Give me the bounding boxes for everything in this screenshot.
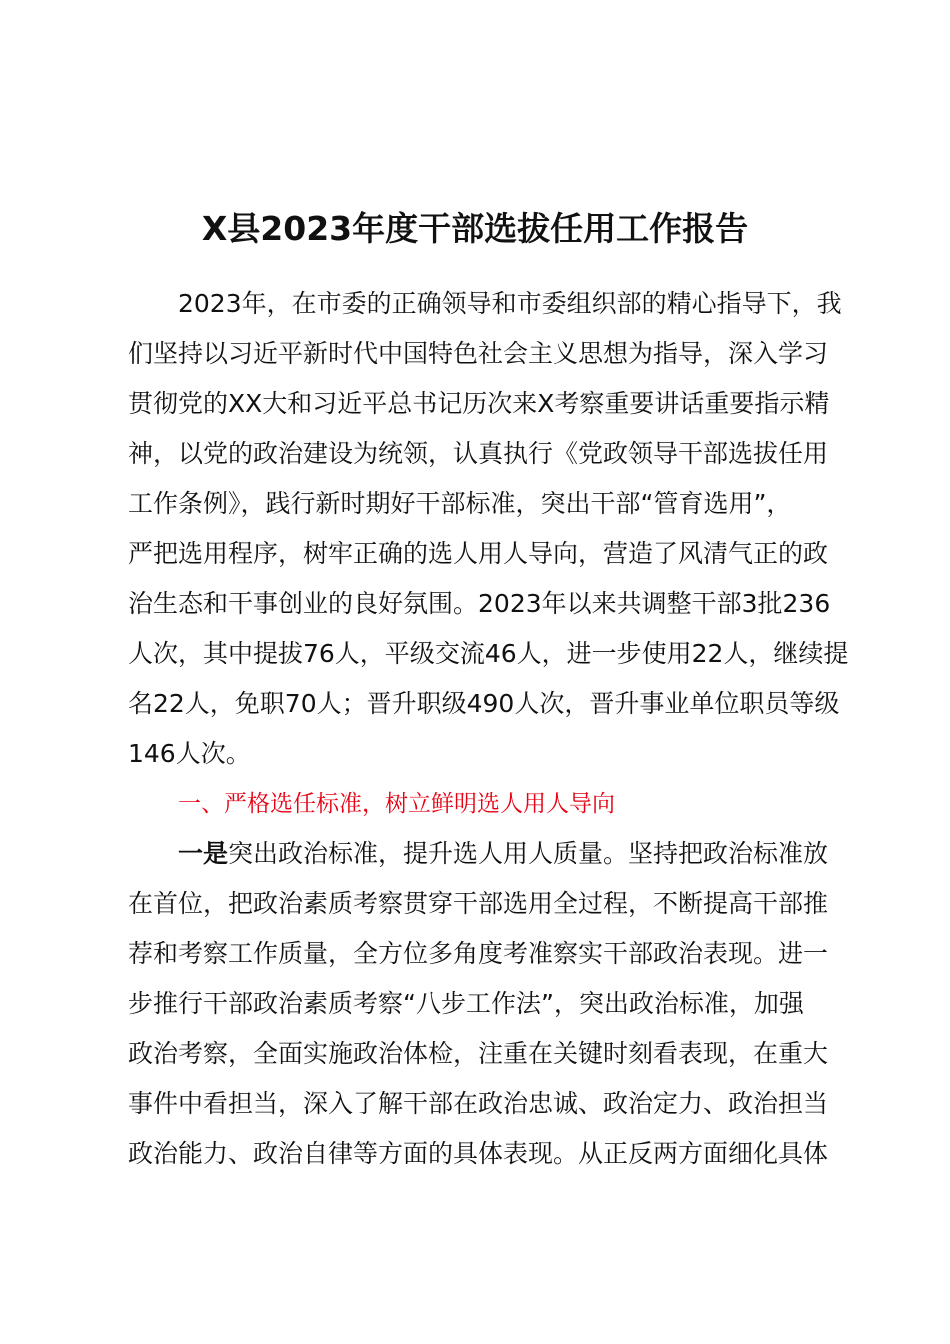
section-heading: 一、严格选任标准，树立鲜明选人用人导向 bbox=[178, 791, 615, 817]
section-line: 政治考察，全面实施政治体检，注重在关键时刻看表现，在重大 bbox=[128, 1039, 829, 1068]
lead-bold-marker: 一是 bbox=[178, 839, 229, 868]
intro-line: 名22人，免职70人；晋升职级490人次，晋升事业单位职员等级 bbox=[128, 689, 840, 718]
intro-line: 们坚持以习近平新时代中国特色社会主义思想为指导，深入学习 bbox=[128, 339, 829, 368]
intro-line: 人次，其中提拔76人，平级交流46人，进一步使用22人，继续提 bbox=[128, 639, 849, 668]
intro-line: 严把选用程序，树牢正确的选人用人导向，营造了风清气正的政 bbox=[128, 539, 829, 568]
section-line: 步推行干部政治素质考察“八步工作法”，突出政治标准，加强 bbox=[128, 989, 804, 1018]
intro-line: 治生态和干事创业的良好氛围。2023年以来共调整干部3批236 bbox=[128, 589, 831, 618]
section-line: 荐和考察工作质量，全方位多角度考准察实干部政治表现。进一 bbox=[128, 939, 829, 968]
intro-line: 神，以党的政治建设为统领，认真执行《党政领导干部选拔任用 bbox=[128, 439, 829, 468]
section-line: 政治能力、政治自律等方面的具体表现。从正反两方面细化具体 bbox=[128, 1139, 829, 1168]
section-line: 在首位，把政治素质考察贯穿干部选用全过程，不断提高干部推 bbox=[128, 889, 829, 918]
intro-line: 工作条例》，践行新时期好干部标准，突出干部“管育选用”， bbox=[128, 489, 792, 518]
section-line: 事件中看担当，深入了解干部在政治忠诚、政治定力、政治担当 bbox=[128, 1089, 829, 1118]
intro-line: 2023年，在市委的正确领导和市委组织部的精心指导下，我 bbox=[178, 289, 842, 318]
document-title: X县2023年度干部选拔任用工作报告 bbox=[201, 209, 749, 248]
intro-line: 贯彻党的XX大和习近平总书记历次来X考察重要讲话重要指示精 bbox=[128, 389, 830, 418]
lead-text: 突出政治标准，提升选人用人质量。坚持把政治标准放 bbox=[228, 839, 829, 868]
section-lead-line bbox=[178, 836, 828, 872]
intro-line: 146人次。 bbox=[128, 739, 251, 768]
